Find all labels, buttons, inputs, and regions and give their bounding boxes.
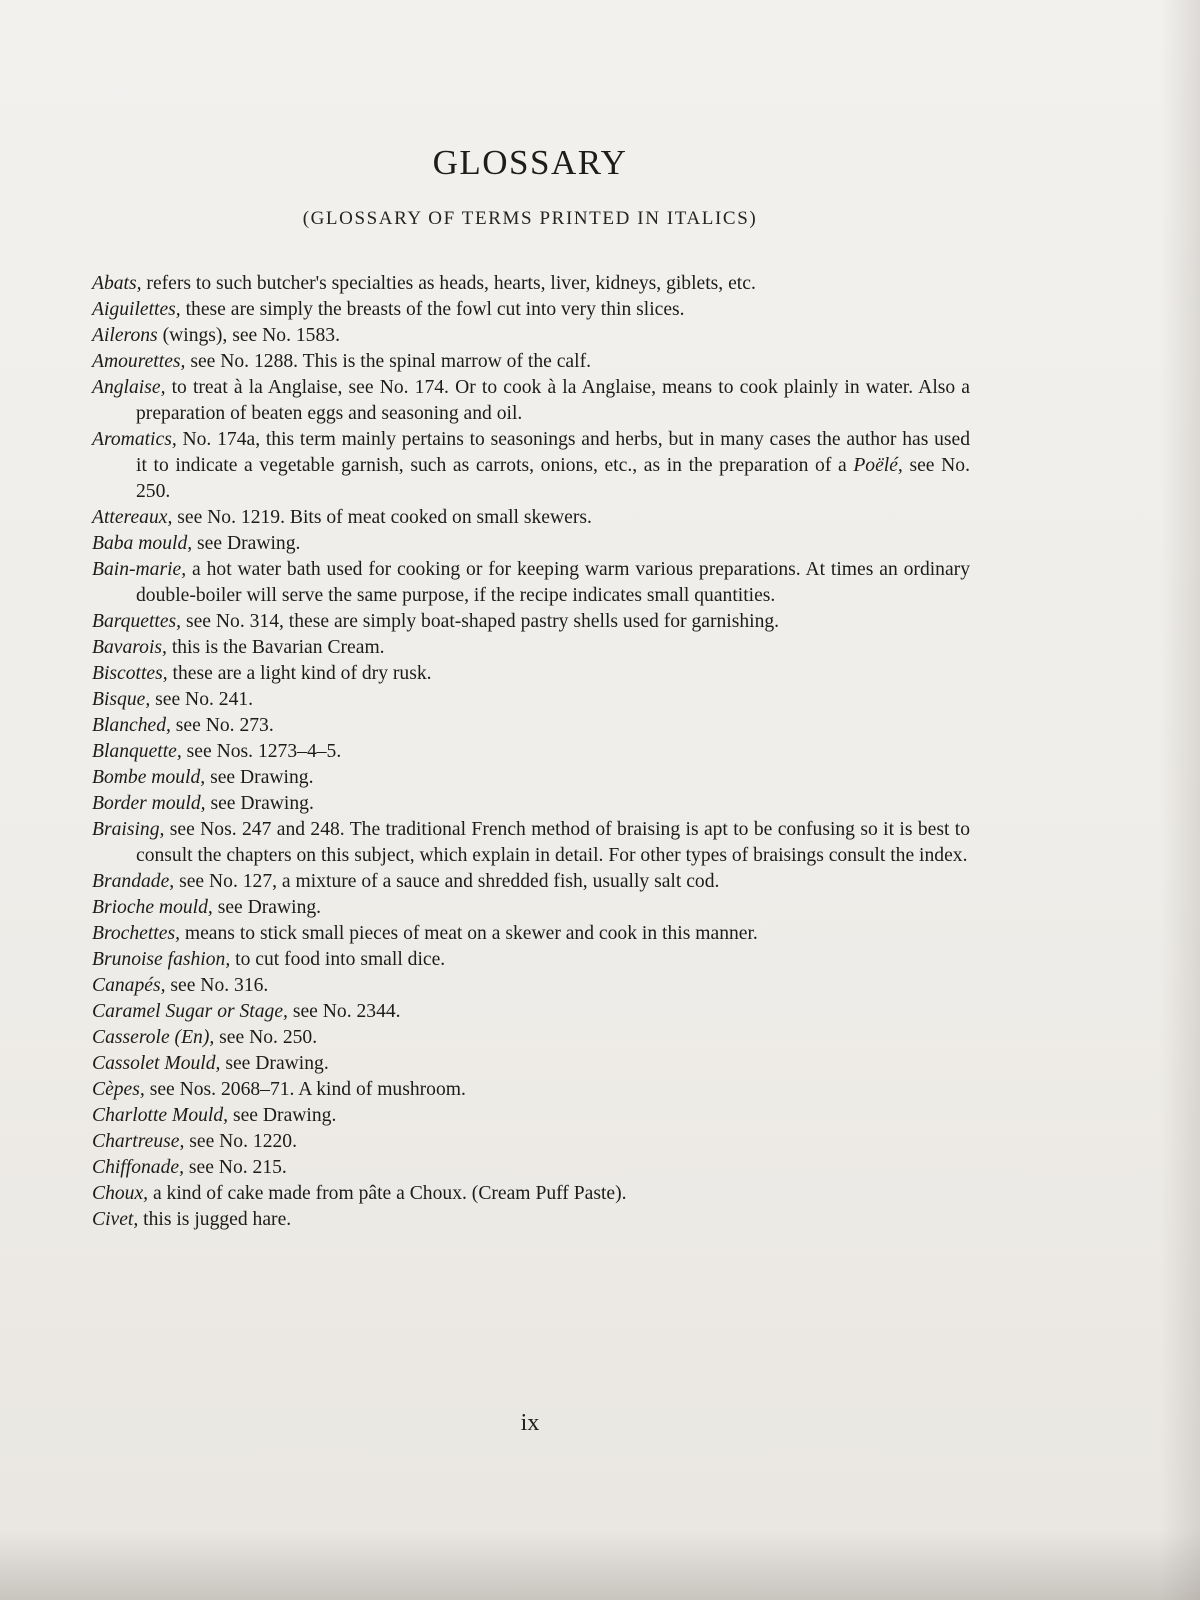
glossary-entry <box>92 947 970 973</box>
entry-definition: a hot water bath used for cooking or for keeping warm various preparations. At times an ordinary double-boiler will serve the same purpose, if the recipe indicates small quantities. <box>136 559 970 606</box>
entry-term: Chartreuse, <box>92 1131 185 1152</box>
entry-term: Brochettes, <box>92 923 180 944</box>
entry-definition: see No. 215. <box>183 1157 287 1178</box>
entry-term: Barquettes, <box>92 611 182 632</box>
entry-term-inline: Poëlé, <box>853 455 903 476</box>
entry-term: Charlotte Mould, <box>92 1105 229 1126</box>
entry-definition: No. 174a, this term mainly pertains to seasonings and herbs, but in many cases the author has used it to indicate a vegetable garnish, such as carrots, onions, etc., as in the preparation of a <box>136 429 970 476</box>
glossary-entry <box>92 921 970 947</box>
entry-term: Caramel Sugar or Stage, <box>92 1001 288 1022</box>
entry-term: Chiffonade, <box>92 1157 184 1178</box>
entry-definition: see Nos. 2068–71. A kind of mushroom. <box>144 1079 466 1100</box>
entry-definition: see No. 314, these are simply boat-shaped pastry shells used for garnishing. <box>181 611 780 632</box>
entry-definition: see No. 2344. <box>287 1001 401 1022</box>
entry-definition: see Nos. 1273–4–5. <box>181 741 342 762</box>
glossary-entry <box>92 427 970 505</box>
glossary-entry <box>92 687 970 713</box>
glossary-entry <box>92 297 970 323</box>
entry-definition: see Drawing. <box>228 1105 337 1126</box>
entry-definition: see Nos. 247 and 248. The traditional French method of braising is apt to be confusing so it is best to consult the chapters on this subject, which explain in detail. For other types of braisings consult the index. <box>136 819 970 866</box>
entry-definition: (wings), see No. 1583. <box>157 325 340 346</box>
entry-definition: a kind of cake made from pâte a Choux. (Cream Puff Paste). <box>148 1183 627 1204</box>
glossary-entry <box>92 765 970 791</box>
entry-term: Baba mould, <box>92 533 193 554</box>
entry-term: Amourettes, <box>92 351 186 372</box>
glossary-entry <box>92 999 970 1025</box>
entry-term: Braising, <box>92 819 165 840</box>
entry-definition-tail: see No. 250. <box>136 455 970 502</box>
glossary-entry <box>92 609 970 635</box>
entry-definition: see No. 1220. <box>184 1131 297 1152</box>
glossary-entry <box>92 635 970 661</box>
glossary-entry <box>92 1051 970 1077</box>
entry-term: Bain-marie, <box>92 559 187 580</box>
glossary-entry <box>92 791 970 817</box>
glossary-list <box>92 271 970 1233</box>
glossary-entry <box>92 505 970 531</box>
page-title: GLOSSARY <box>432 143 628 182</box>
glossary-entry <box>92 1103 970 1129</box>
entry-term: Canapés, <box>92 975 166 996</box>
glossary-entry <box>92 557 970 609</box>
entry-term: Choux, <box>92 1183 149 1204</box>
entry-term: Blanquette, <box>92 741 182 762</box>
entry-term: Brioche mould, <box>92 897 213 918</box>
entry-definition: see Drawing. <box>212 897 322 918</box>
glossary-entry <box>92 1129 970 1155</box>
entry-term: Bisque, <box>92 689 151 710</box>
glossary-entry <box>92 973 970 999</box>
entry-definition: refers to such butcher's specialties as heads, hearts, liver, kidneys, giblets, etc. <box>141 273 756 294</box>
glossary-entry <box>92 713 970 739</box>
entry-definition: see Drawing. <box>220 1053 329 1074</box>
glossary-entry <box>92 869 970 895</box>
glossary-entry <box>92 531 970 557</box>
entry-definition: see No. 273. <box>170 715 274 736</box>
entry-definition: see No. 1288. This is the spinal marrow of the calf. <box>185 351 591 372</box>
glossary-entry <box>92 1077 970 1103</box>
entry-term: Biscottes, <box>92 663 168 684</box>
entry-definition: to cut food into small dice. <box>230 949 446 970</box>
page-subtitle: (GLOSSARY OF TERMS PRINTED IN ITALICS) <box>302 208 758 229</box>
entry-term: Abats, <box>92 273 142 294</box>
page-number: ix <box>520 1410 540 1436</box>
entry-definition: means to stick small pieces of meat on a skewer and cook in this manner. <box>179 923 758 944</box>
glossary-entry <box>92 349 970 375</box>
entry-term: Blanched, <box>92 715 171 736</box>
glossary-entry <box>92 1155 970 1181</box>
page-edge-shadow <box>1160 0 1200 1600</box>
page-bottom-shadow <box>0 1530 1200 1600</box>
entry-definition: see No. 1219. Bits of meat cooked on small skewers. <box>172 507 592 528</box>
entry-definition: this is the Bavarian Cream. <box>166 637 385 658</box>
entry-term: Anglaise, <box>92 377 166 398</box>
glossary-entry <box>92 271 970 297</box>
glossary-entry <box>92 1207 970 1233</box>
entry-definition: this is jugged hare. <box>138 1209 292 1230</box>
entry-term: Bombe mould, <box>92 767 206 788</box>
entry-definition: see No. 127, a mixture of a sauce and shredded fish, usually salt cod. <box>174 871 720 892</box>
glossary-entry <box>92 323 970 349</box>
entry-term: Casserole (En), <box>92 1027 215 1048</box>
entry-term: Cèpes, <box>92 1079 145 1100</box>
glossary-entry <box>92 1025 970 1051</box>
glossary-entry <box>92 1181 970 1207</box>
entry-definition: see No. 241. <box>150 689 254 710</box>
entry-term: Civet, <box>92 1209 139 1230</box>
entry-term: Aiguilettes, <box>92 299 181 320</box>
entry-term: Cassolet Mould, <box>92 1053 221 1074</box>
entry-definition: see No. 250. <box>214 1027 318 1048</box>
glossary-entry <box>92 661 970 687</box>
entry-definition: to treat à la Anglaise, see No. 174. Or to cook à la Anglaise, means to cook plainly in water. Also a preparation of beaten eggs and seasoning and oil. <box>136 377 970 424</box>
glossary-entry <box>92 895 970 921</box>
entry-definition: see Drawing. <box>205 793 314 814</box>
glossary-entry <box>92 739 970 765</box>
entry-term: Bavarois, <box>92 637 167 658</box>
glossary-entry <box>92 817 970 869</box>
entry-definition: these are a light kind of dry rusk. <box>167 663 432 684</box>
entry-definition: see Drawing. <box>205 767 314 788</box>
entry-term: Brandade, <box>92 871 175 892</box>
entry-definition: see No. 316. <box>165 975 269 996</box>
entry-definition: see Drawing. <box>192 533 301 554</box>
entry-term: Border mould, <box>92 793 206 814</box>
entry-term: Ailerons <box>92 325 158 346</box>
entry-term: Attereaux, <box>92 507 173 528</box>
entry-definition: these are simply the breasts of the fowl cut into very thin slices. <box>180 299 685 320</box>
entry-term: Aromatics, <box>92 429 177 450</box>
glossary-entry <box>92 375 970 427</box>
entry-term: Brunoise fashion, <box>92 949 231 970</box>
